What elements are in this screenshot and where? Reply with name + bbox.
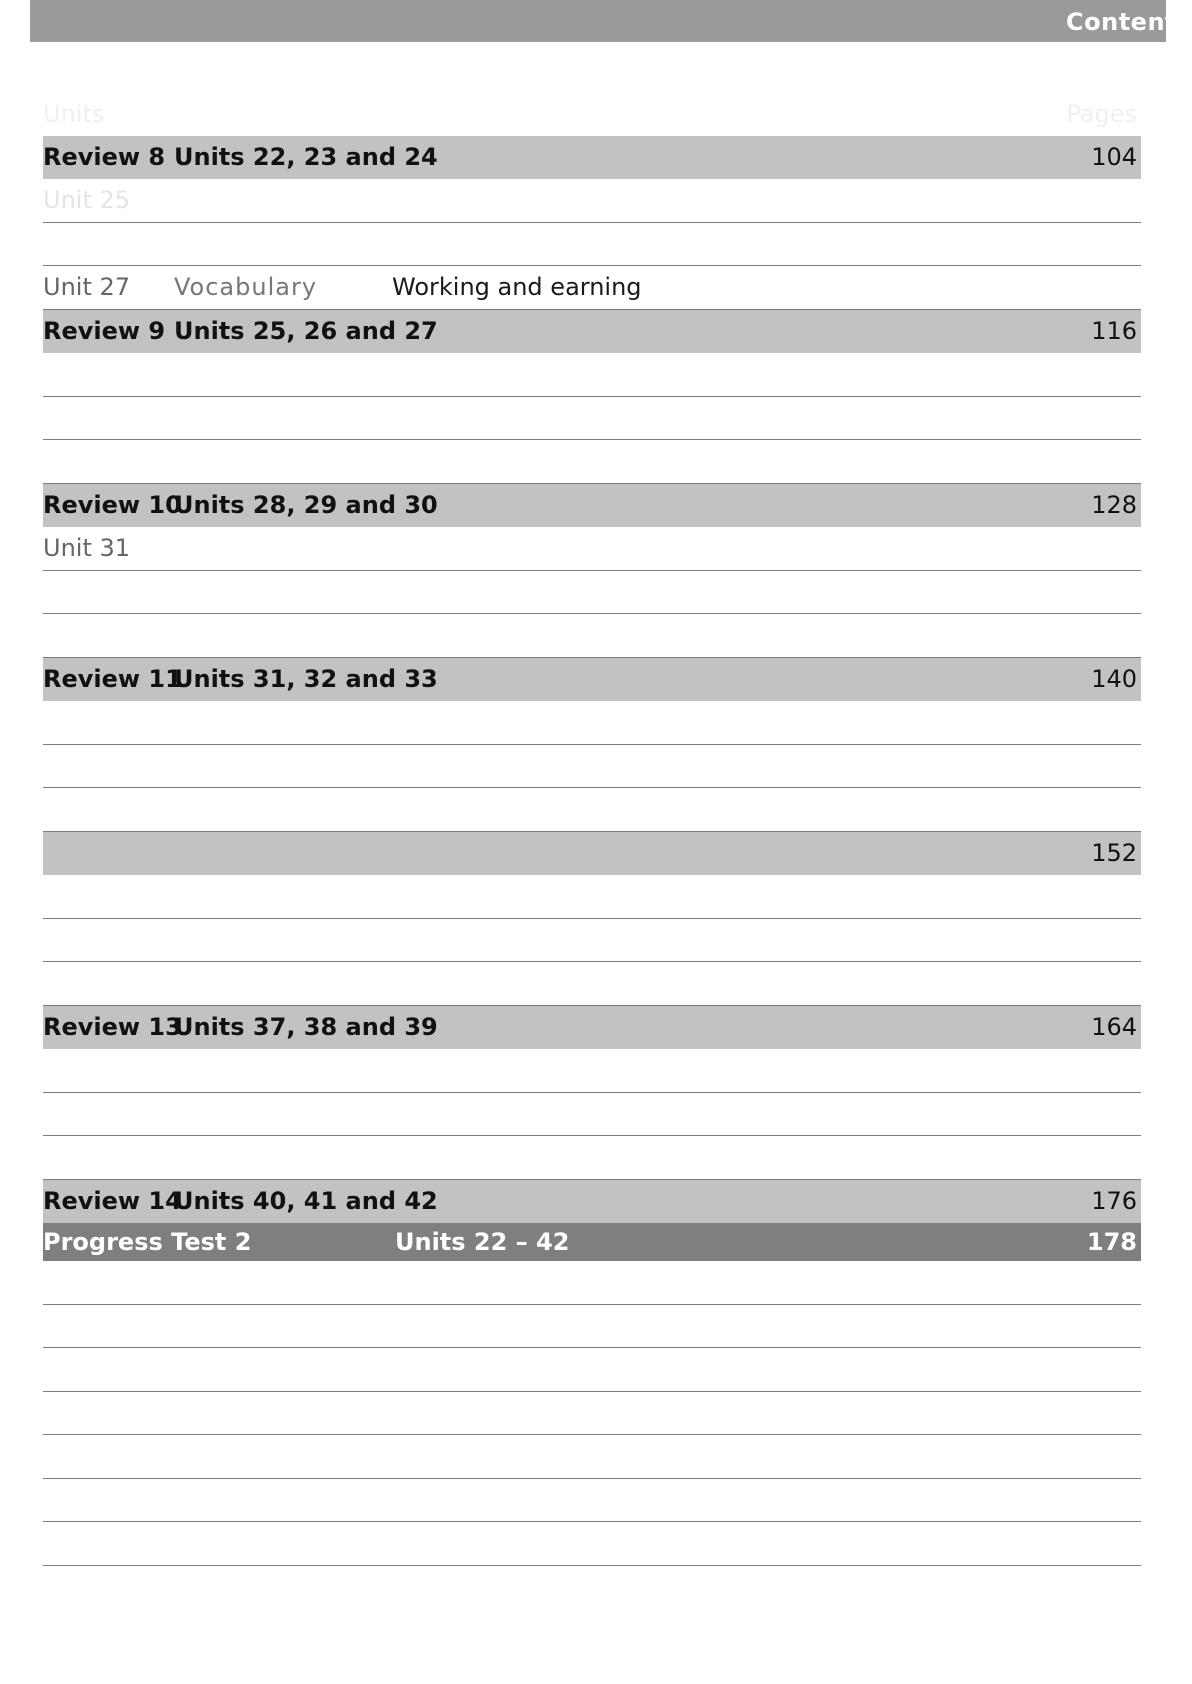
toc-review-row [43, 658, 1141, 702]
toc-unit-row [43, 571, 1141, 615]
toc-unit-row [43, 223, 1141, 267]
toc-unit-row [43, 1136, 1141, 1180]
toc-unit-row [43, 266, 1141, 310]
toc-unit-row [43, 1392, 1141, 1436]
toc-entry-type: Units 25, 26 and 27 [174, 317, 438, 346]
toc-unit-row [43, 1435, 1141, 1479]
toc-review-row [43, 136, 1141, 180]
toc-entry-label: Review 9 [43, 317, 166, 346]
toc-entry-label: Review 10 [43, 491, 182, 520]
toc-entry-type: Units 28, 29 and 30 [174, 491, 438, 520]
toc-entry-label: Review 11 [43, 665, 182, 694]
toc-entry-page: 104 [1091, 143, 1137, 172]
toc-unit-row [43, 1348, 1141, 1392]
toc-entry-page: 116 [1091, 317, 1137, 346]
toc-unit-row [43, 1305, 1141, 1349]
toc-entry-label: Progress Test 2 [43, 1228, 252, 1256]
toc-entry-type: Units 31, 32 and 33 [174, 665, 438, 694]
toc-header-pages: Pages [1066, 99, 1137, 128]
toc-entry-label: Review 13 [43, 1013, 182, 1042]
toc-unit-row [43, 1049, 1141, 1093]
toc-entry-type: Vocabulary [174, 273, 318, 302]
toc-entry-page: 140 [1091, 665, 1137, 694]
header-bar [30, 0, 1192, 42]
toc-unit-row [43, 919, 1141, 963]
toc-entry-page: 128 [1091, 491, 1137, 520]
page-title: Contents [1066, 8, 1192, 36]
toc-unit-row [43, 701, 1141, 745]
toc-header-units: Units [43, 99, 105, 128]
toc-entry-type: Units 37, 38 and 39 [174, 1013, 438, 1042]
toc-unit-row [43, 1479, 1141, 1523]
toc-entry-title: Units 22 – 42 [395, 1228, 570, 1256]
toc-unit-row [43, 962, 1141, 1006]
toc-unit-row [43, 614, 1141, 658]
toc-review-row [43, 1180, 1141, 1224]
toc-unit-row [43, 527, 1141, 571]
toc-entry-label: Unit 31 [43, 534, 131, 563]
toc-review-row [43, 310, 1141, 354]
toc-unit-row [43, 788, 1141, 832]
toc-unit-row [43, 875, 1141, 919]
toc-unit-row [43, 1522, 1141, 1566]
toc-entry-type: Units 40, 41 and 42 [174, 1187, 438, 1216]
toc-review-row [43, 832, 1141, 876]
toc-unit-row [43, 440, 1141, 484]
toc-entry-page: 164 [1091, 1013, 1137, 1042]
toc-entry-page: 152 [1091, 839, 1137, 868]
toc-header-row [43, 92, 1141, 136]
toc-entry-type: Units 22, 23 and 24 [174, 143, 438, 172]
table-of-contents [43, 92, 1141, 1566]
toc-unit-row [43, 1093, 1141, 1137]
toc-entry-label: Unit 25 [43, 186, 131, 215]
toc-entry-page: 176 [1091, 1187, 1137, 1216]
toc-unit-row [43, 745, 1141, 789]
toc-entry-page: 178 [1086, 1228, 1137, 1256]
toc-progress-test-row [43, 1223, 1141, 1261]
toc-review-row [43, 1006, 1141, 1050]
toc-entry-label: Review 8 [43, 143, 166, 172]
toc-entry-title: Working and earning [392, 273, 642, 302]
toc-unit-row [43, 1261, 1141, 1305]
toc-unit-row [43, 353, 1141, 397]
toc-unit-row [43, 397, 1141, 441]
toc-entry-label: Review 14 [43, 1187, 182, 1216]
toc-unit-row [43, 179, 1141, 223]
toc-entry-label: Unit 27 [43, 273, 131, 302]
toc-review-row [43, 484, 1141, 528]
